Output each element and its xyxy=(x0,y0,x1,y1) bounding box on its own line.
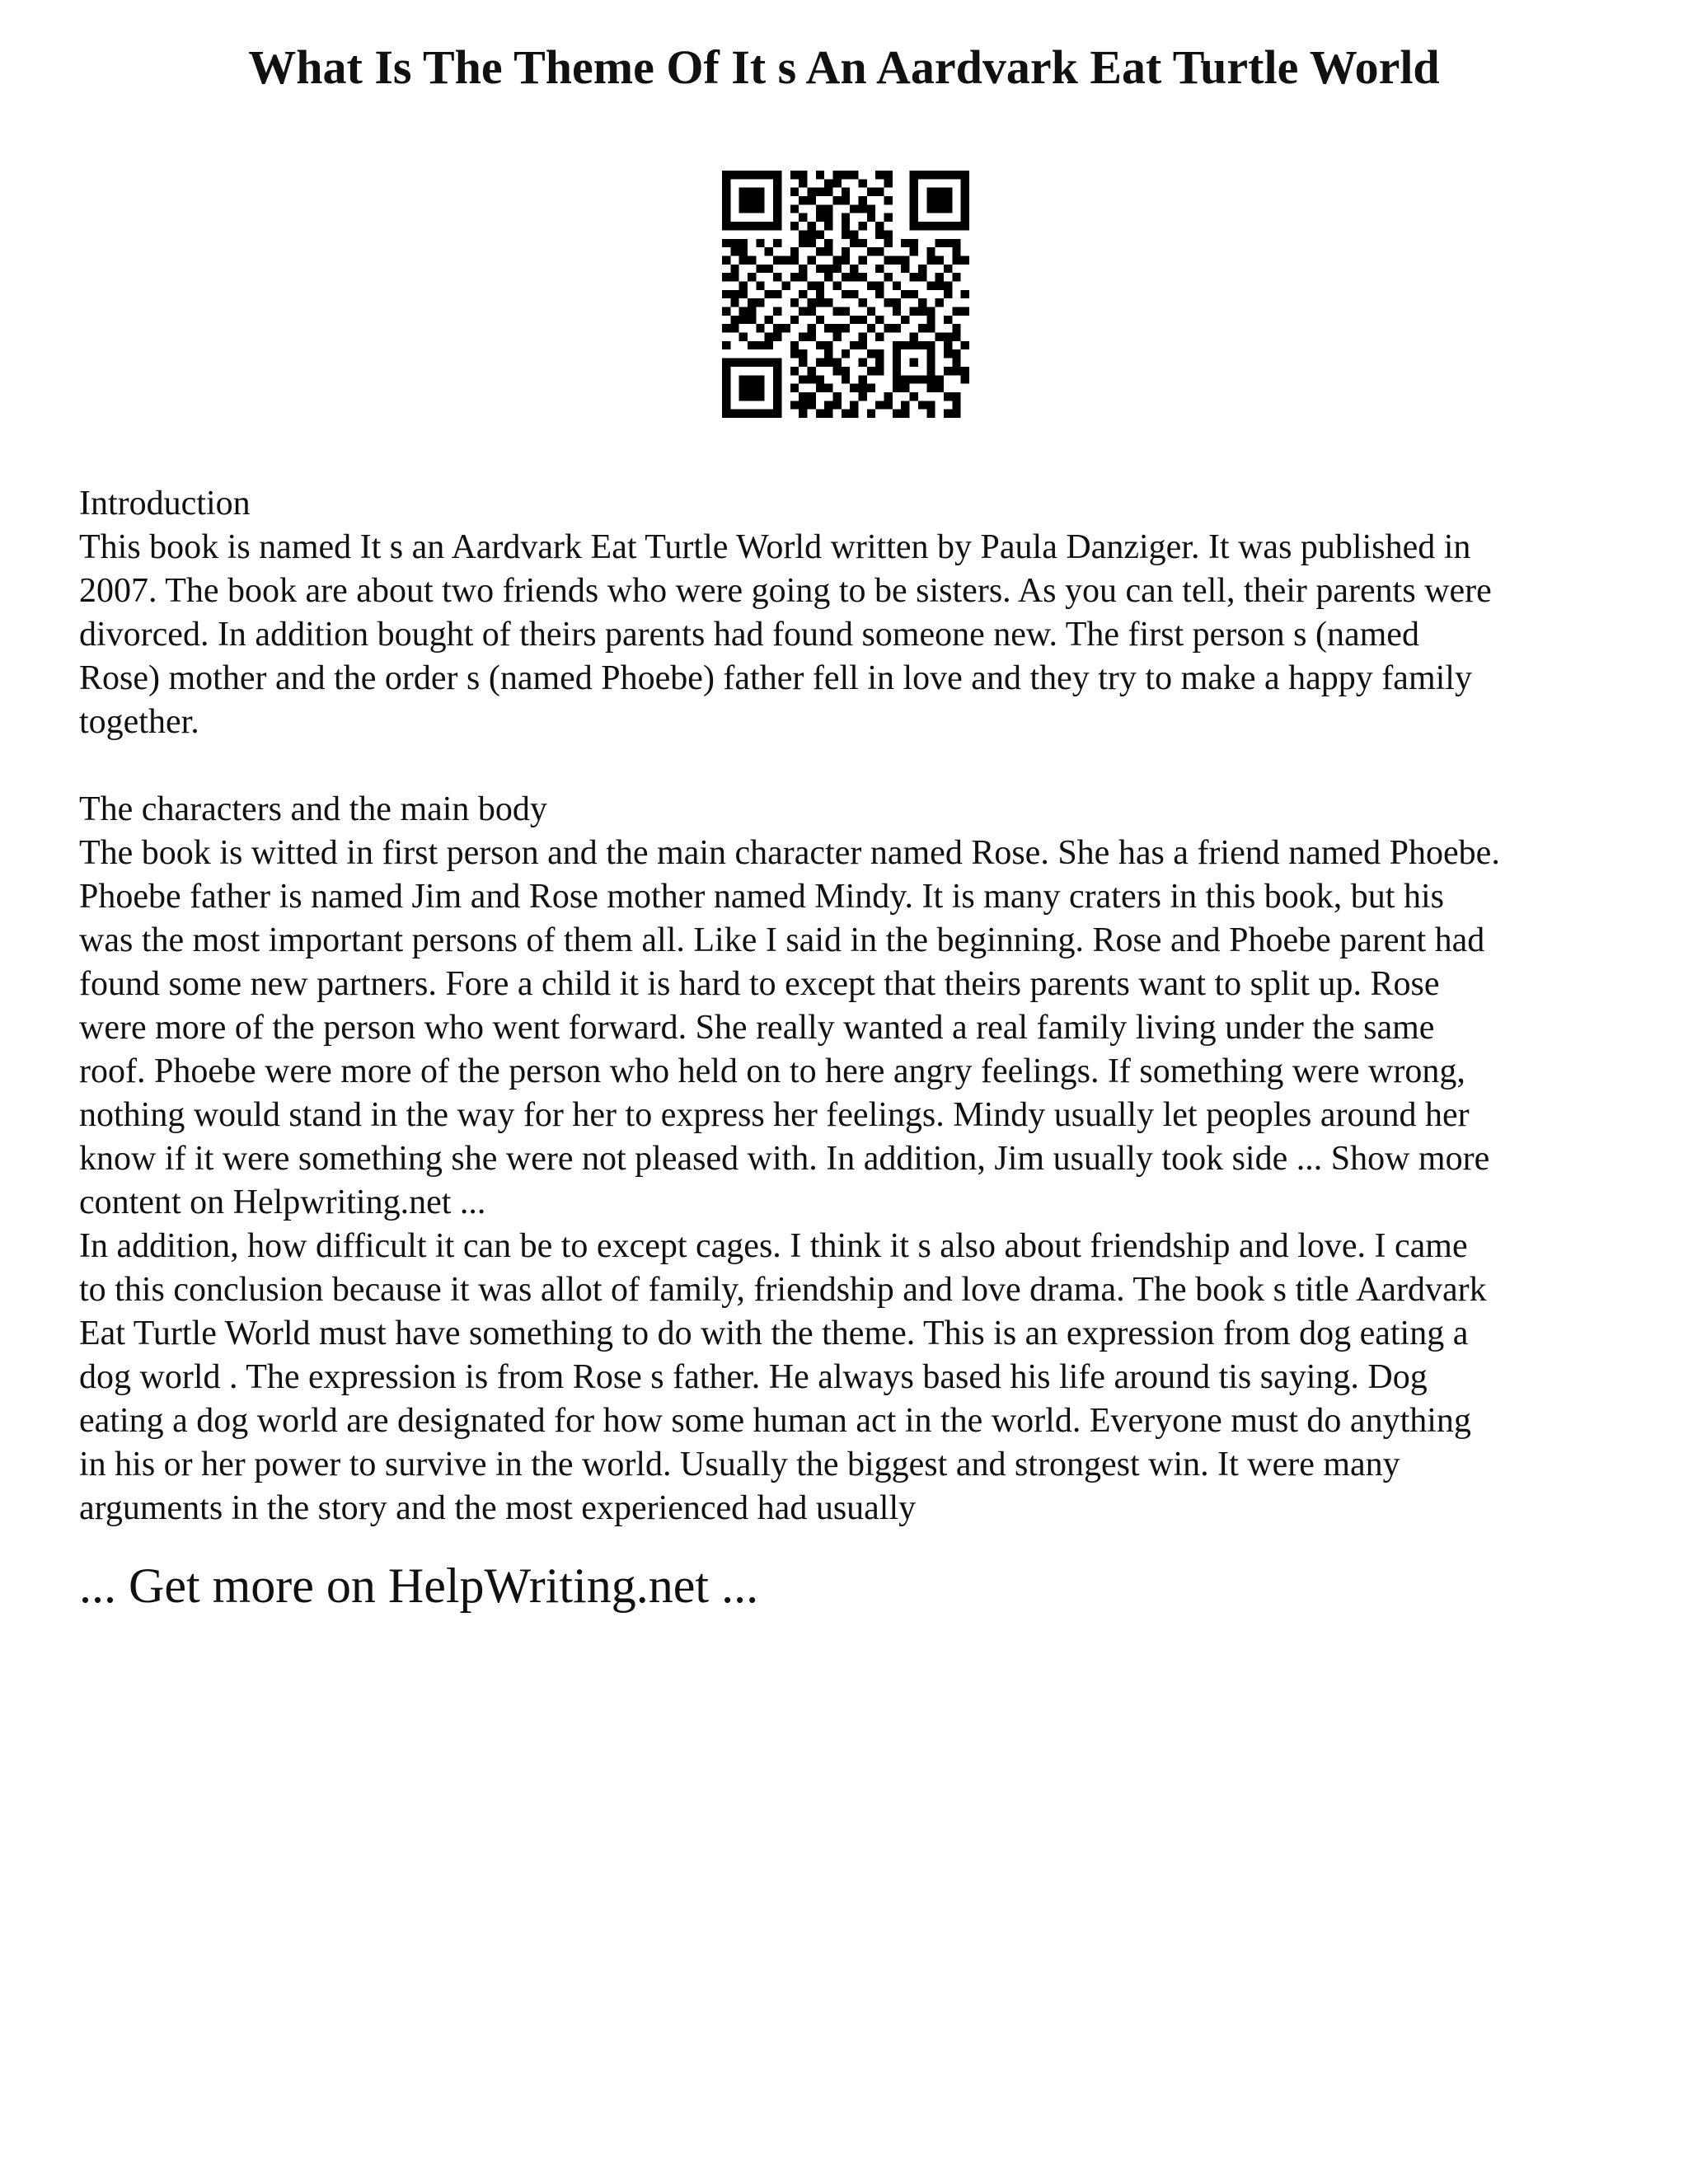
qr-code-graphic xyxy=(722,171,969,418)
continuation-text: In addition, how difficult it can be to except cages. I think it s also about friendship and love. I came to this conclusion because it was allot of family, friendship and love drama. The book s title Aardvark Eat Turtle World must have something to do with the theme. This is an expression from dog eating a dog world . The expression is from Rose s father. He always based his life around tis saying. Dog eating a dog world are designated for how some human act in the world. Everyone must do anything in his or her power to survive in the world. Usually the biggest and strongest win. It were many arguments in the story and the most experienced had usually xyxy=(79,1227,1487,1527)
section-heading: The characters and the main body xyxy=(79,790,547,828)
qr-code-icon xyxy=(722,171,969,418)
section-text: The book is witted in first person and the main character named Rose. She has a friend named Phoebe. Phoebe father is named Jim and Rose mother named Mindy. It is many craters in this book, but his was the most important persons of them all. Like I said in the beginning. Rose and Phoebe parent had found some new partners. Fore a child it is hard to except that theirs parents want to split up. Rose were more of the person who went forward. She really wanted a real family living under the same roof. Phoebe were more of the person who held on to here angry feelings. If something were wrong, nothing would stand in the way for her to express her feelings. Mindy usually let peoples around her know if it were something she were not pleased with. In addition, Jim usually took side ... Show more content on Helpwriting.net ... xyxy=(79,834,1500,1221)
section-text: This book is named It s an Aardvark Eat Turtle World written by Paula Danziger. It was published in 2007. The book are about two friends who were going to be sisters. As you can tell, their parents were divorced. In addition bought of theirs parents had found someone new. The first person s (named Rose) mother and the order s (named Phoebe) father fell in love and they try to make a happy family together. xyxy=(79,528,1492,741)
section-heading: Introduction xyxy=(79,485,251,523)
paragraph-spacer xyxy=(79,744,1629,788)
document-body xyxy=(79,482,1629,1530)
section-introduction xyxy=(79,482,1629,744)
section-characters xyxy=(79,788,1629,1225)
get-more-link[interactable]: ... Get more on HelpWriting.net ... xyxy=(79,1558,759,1613)
document-title: What Is The Theme Of It s An Aardvark Eat Turtle World xyxy=(248,40,1440,94)
